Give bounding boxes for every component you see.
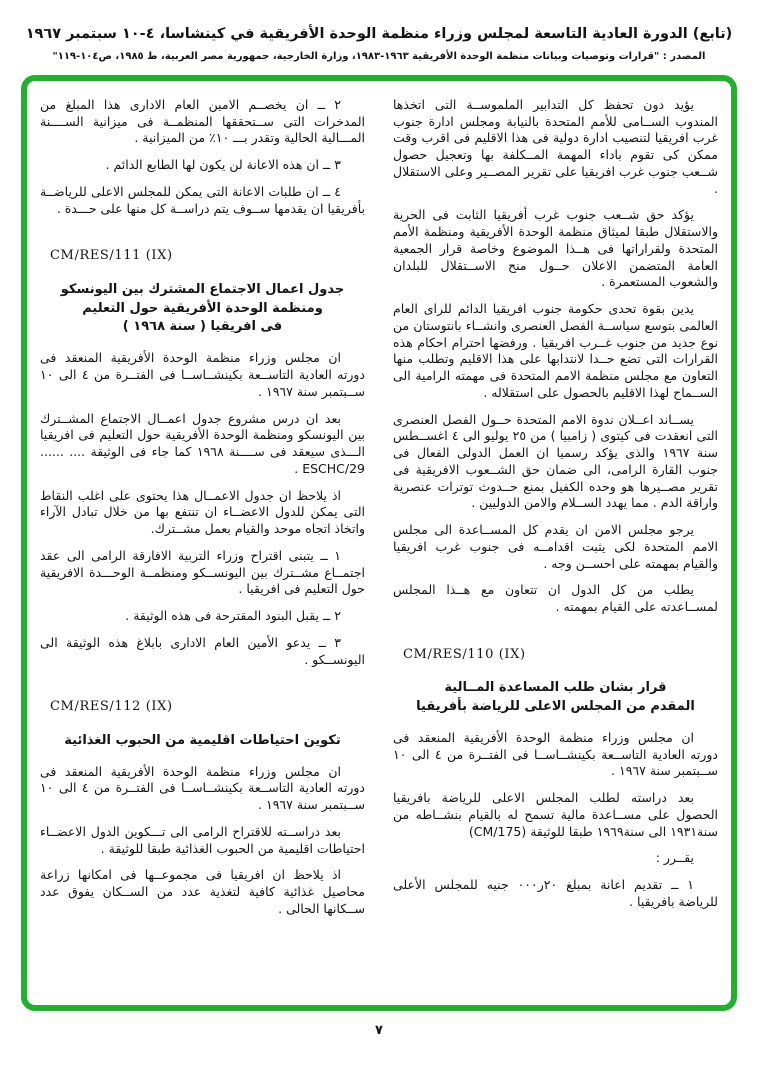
resolution-title-line: تكوين احتياطات اقليمية من الحبوب الغذائية [64, 732, 341, 748]
resolution-title [40, 281, 365, 338]
paragraph: ١ ــ يتبنى اقتراح وزراء التربية الافارقة الرامى الى عقد اجتمــاع مشــترك بين اليونســكو ومنظمــة الوحـــدة الافريقية حول التعليم فى افريقيا . [40, 547, 365, 597]
resolution-number: CM/RES/111 (IX) [50, 248, 173, 264]
paragraph: ٣ ــ يدعو الأمين العام الادارى بابلاغ هذه الوثيقة الى اليونســكو . [40, 634, 365, 667]
resolution-title-line: فى افريقيا ( سنة ١٩٦٨ ) [122, 319, 283, 335]
paragraph: ان مجلس وزراء منظمة الوحدة الأفريقية المنعقد فى دورته العادية التاســعة بكينشــاســا فى الفتــرة من ٤ الى ١٠ ســبتمبر سنة ١٩٦٧ . [40, 763, 365, 813]
column-left [40, 97, 365, 1005]
resolution-number: CM/RES/112 (IX) [50, 699, 173, 715]
resolution-title-line: المقدم من المجلس الاعلى للرياضة بأفريقيا [416, 699, 695, 715]
source-citation-line: المصدر : "قرارات وتوصيات وبيانات منظمة الوحدة الأفريقية ١٩٦٣-١٩٨٣، وزارة الخارجية، جمهورية مصر العربية، ط ١٩٨٥، ص١٠٤-١١٩" [52, 50, 706, 62]
resolution-title [40, 732, 365, 751]
page-title: (تابع) الدورة العادية التاسعة لمجلس وزراء منظمة الوحدة الأفريقية في كينشاسا، ٤-١٠ سبتمبر ١٩٦٧ [25, 26, 733, 42]
document-footer [0, 1023, 758, 1038]
resolution-number: CM/RES/110 (IX) [403, 646, 526, 662]
paragraph: اذ يلاحظ ان جدول الاعمــال هذا يحتوى على اغلب النقاط التى يمكن للدول الاعضــاء ان تنتفع بها من خلال تبادل الآراء واتخاذ اتجاه موحد والقيام بعمل مشــترك. [40, 487, 365, 537]
paragraph: بعد دراســته للاقتراح الرامى الى تـــكوين الدول الاعضــاء احتياطات اقليمية من الحبوب الغذائية طبقا للوثيقة . [40, 823, 365, 856]
paragraph: اذ يلاحظ ان افريقيا فى مجموعــها فى امكانها زراعة محاصيل غذائية كافية لتغذية عدد من الســكان يفوق عدد ســكانها الحالى . [40, 867, 365, 916]
resolution-title [393, 679, 718, 717]
paragraph: يؤيد دون تحفظ كل التدابير الملموســة التى اتخذها المندوب الســامى للأمم المتحدة بالنيابة ومجلس ادارة جنوب غرب افريقيا لتنصيب ادارة دولية فى هذا الاقليم فى اقرب وقت ممكن كى تقوم باداء المهمة المــكلفة بها وتعجيل حصول شــعب جنوب غرب افريقيا على تقرير المصــير وعلى الاستقلال . [393, 96, 718, 196]
paragraph: بعد دراسته لطلب المجلس الاعلى للرياضة بافريقيا الحصول على مســاعدة مالية تسمح له بالقيام بنشــاطه من سنة١٩٣١ الى سنة١٩٦٩ طبقا للوثيقة (CM/175) [393, 790, 718, 839]
resolution-title-line: قرار بشان طلب المساعدة المــالية [444, 680, 667, 696]
paragraph: ٢ ــ يقبل البنود المقترحة فى هذه الوثيقة . [125, 608, 341, 624]
paragraph: يرجو مجلس الامن ان يقدم كل المســاعدة الى مجلس الامم المتحدة لكى يثبت اقدامــه فى جنوب غرب افريقيا والقيام بمهمته على احســن وجه . [393, 522, 718, 571]
paragraph: ٣ ــ ان هذه الاعانة لن يكون لها الطابع الدائم . [105, 157, 341, 173]
paragraph: يؤكد حق شــعب جنوب غرب أفريقيا الثابت فى الحرية والاستقلال طبقا لميثاق منظمة الوحدة الأفريقية ومنظمة الأمم المتحدة ولقراراتها فى هــذا الموضوع وخاصة قرار الجمعية العامة المتضمن الاعلان حــول منح الاســتقلال للبلدان والشعوب المستعمرة . [393, 207, 718, 290]
content-frame [21, 75, 737, 1011]
paragraph: ان مجلس وزراء منظمة الوحدة الأفريقية المنعقد فى دورته العادية التاســعة بكينشــاســا فى الفتــرة من ٤ الى ١٠ ســبتمبر سنة ١٩٦٧ . [40, 350, 365, 399]
resolution-title-line: جدول اعمال الاجتماع المشترك بين اليونسكو [60, 281, 345, 297]
document-header [0, 0, 758, 62]
two-column-text-area [40, 97, 718, 1005]
resolution-title-line: ومنظمة الوحدة الأفريقية حول التعليم [82, 300, 323, 316]
paragraph: يطلب من كل الدول ان تتعاون مع هــذا المجلس لمســاعدته على القيام بمهمته . [393, 582, 718, 615]
paragraph: ٢ ــ ان يخصــم الامين العام الادارى هذا المبلغ من المدخرات التى ســتحققها المنظمــة فى ميزانية الســــنة المـــالية الحالية وتقدر بـــ ١٠٪ من الميزانية . [40, 96, 365, 146]
paragraph: ١ ــ تقديم اعانة بمبلغ ٢٠ر٠٠٠ جنيه للمجلس الأعلى للرياضة بافريقيا . [393, 877, 718, 909]
column-right [393, 97, 718, 1005]
paragraph: ٤ ــ ان طلبات الاعانة التى يمكن للمجلس الاعلى للرياضــة بأفريقيا ان يقدمها ســوف يتم دراســة كل منها على حـــدة . [40, 183, 365, 216]
paragraph: يقــرر : [655, 850, 694, 866]
page-number: ٧ [375, 1022, 383, 1038]
paragraph: يدين بقوة تحدى حكومة جنوب افريقيا الدائم للراى العام العالمى بتوسع سياســة الفصل العنصرى وانشــاء بانتوستان من نوع جديد من جنوب غــرب افريقيا . ورفضها احترام احكام هذه القرارات التى تضع حــدا لانتدابها على هذا الاقليم وتطلب منها التعاون مع مجلس منظمة الامم المتحدة فى مهمته الرامية الى الســماح لهذا الاقليم بالحصول على استقلاله . [393, 301, 718, 400]
paragraph: يســاند اعــلان ندوة الامم المتحدة حــول الفصل العنصرى التى انعقدت فى كيتوى ( زامبيا ) من ٢٥ يوليو الى ٤ اغســطس سنة ١٩٦٧ والذى يؤكد رسميا ان العمل الدولى الفعال فى جنوب القارة الرامى، الى ضمان حق الشــعوب الافريقية فى تقرير مصــيرها هو وحده الكفيل بمنع حــدوث توترات عنصرية واراقة الدم . مما يهدد الســلام والامن الدوليين . [393, 411, 718, 511]
paragraph: بعد ان درس مشروع جدول اعمــال الاجتماع المشــترك بين اليونسكو ومنظمة الوحدة الأفريقية حول التعليم فى افريقيا الـــذى سيعقد فى ســــنة ١٩٦٨ كما جاء فى الوثيقة .... ...... ESCHC/29 . [40, 410, 365, 476]
paragraph: ان مجلس وزراء منظمة الوحدة الأفريقية المنعقد فى دورته العادية التاســعة بكينشــاســا فى الفتــرة من ٤ الى ١٠ ســبتمبر سنة ١٩٦٧ . [393, 729, 718, 779]
